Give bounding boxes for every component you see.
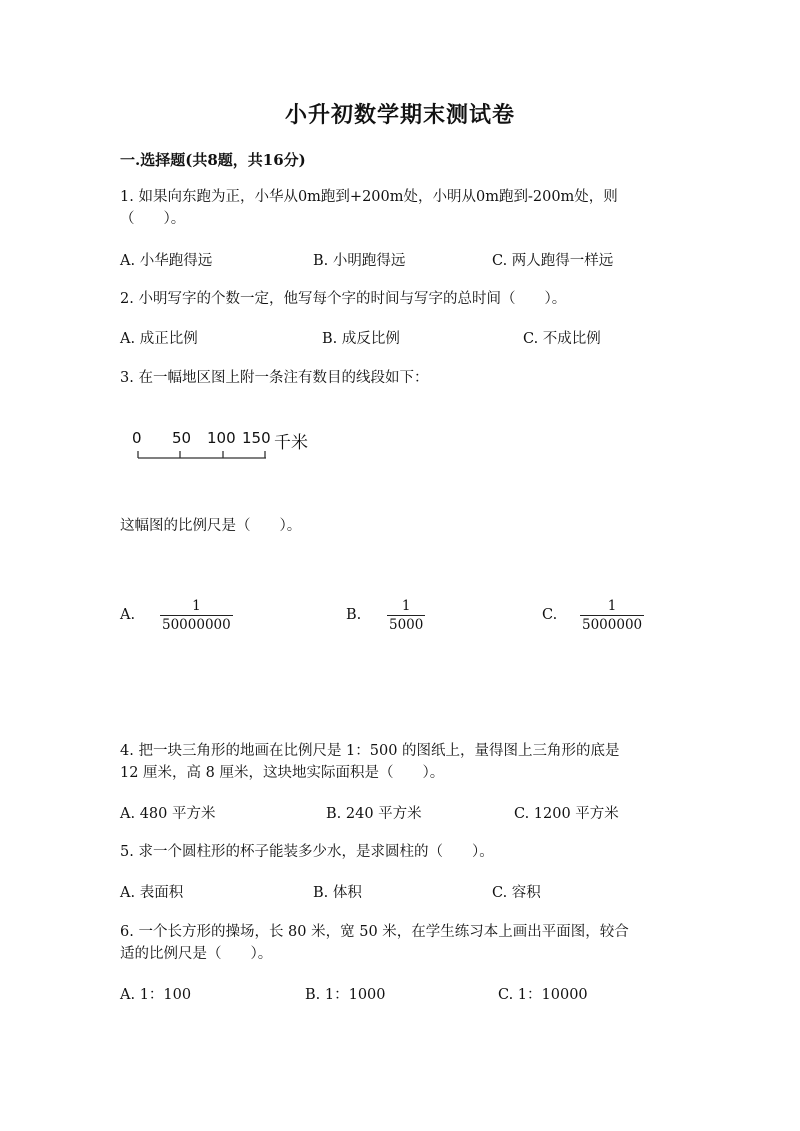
question-6-line-2: 适的比例尺是（ ）。 bbox=[120, 946, 273, 962]
page-title: 小升初数学期末测试卷 bbox=[284, 102, 515, 128]
question-4-line-1: 4. 把一块三角形的地画在比例尺是 1：500 的图纸上，量得图上三角形的底是 bbox=[120, 743, 620, 759]
scale-unit-label: 千米 bbox=[274, 433, 308, 453]
question-5-option-a: A. 表面积 bbox=[120, 885, 184, 901]
question-4-line-2: 12 厘米，高 8 厘米，这块地实际面积是（ ）。 bbox=[120, 765, 445, 781]
question-2-option-a: A. 成正比例 bbox=[120, 331, 198, 347]
fraction-denominator: 5000000 bbox=[582, 617, 643, 633]
scale-bar-line bbox=[134, 446, 274, 462]
question-3-prompt: 这幅图的比例尺是（ ）。 bbox=[120, 518, 302, 534]
question-1-option-c: C. 两人跑得一样远 bbox=[492, 253, 614, 269]
question-5-option-b: B. 体积 bbox=[313, 885, 362, 901]
question-4-option-a: A. 480 平方米 bbox=[120, 806, 216, 822]
question-1-line-1: 1. 如果向东跑为正，小华从0m跑到+200m处，小明从0m跑到-200m处，则 bbox=[120, 189, 618, 205]
question-4-option-b: B. 240 平方米 bbox=[326, 806, 422, 822]
fraction-denominator: 50000000 bbox=[162, 617, 231, 633]
scale-label-0: 0 bbox=[132, 429, 142, 447]
question-6-option-a: A. 1：100 bbox=[120, 987, 192, 1003]
question-3-option-a-fraction bbox=[160, 598, 233, 633]
question-3-option-a-label: A. bbox=[120, 607, 136, 623]
fraction-numerator: 1 bbox=[401, 598, 411, 614]
question-3-option-c-fraction bbox=[580, 598, 644, 633]
question-1-option-a: A. 小华跑得远 bbox=[120, 253, 213, 269]
question-6-line-1: 6. 一个长方形的操场，长 80 米，宽 50 米，在学生练习本上画出平面图，较合 bbox=[120, 924, 629, 940]
fraction-numerator: 1 bbox=[607, 598, 617, 614]
scale-label-100: 100 bbox=[207, 429, 236, 447]
question-2-option-b: B. 成反比例 bbox=[322, 331, 400, 347]
question-3-option-b-fraction bbox=[387, 598, 425, 633]
question-6-option-b: B. 1：1000 bbox=[305, 987, 386, 1003]
question-4-option-c: C. 1200 平方米 bbox=[514, 806, 619, 822]
question-1-line-2: （ ）。 bbox=[120, 211, 186, 227]
question-2-text: 2. 小明写字的个数一定，他写每个字的时间与写字的总时间（ ）。 bbox=[120, 291, 567, 307]
question-5-option-c: C. 容积 bbox=[492, 885, 541, 901]
question-1-option-b: B. 小明跑得远 bbox=[313, 253, 406, 269]
fraction-denominator: 5000 bbox=[389, 617, 424, 633]
question-6-option-c: C. 1：10000 bbox=[498, 987, 588, 1003]
question-2-option-c: C. 不成比例 bbox=[523, 331, 601, 347]
fraction-numerator: 1 bbox=[192, 598, 201, 614]
scale-label-150: 150 bbox=[242, 429, 271, 447]
scale-label-50: 50 bbox=[172, 429, 192, 447]
question-3-option-b-label: B. bbox=[346, 607, 362, 623]
question-3-text: 3. 在一幅地区图上附一条注有数目的线段如下： bbox=[120, 370, 429, 386]
question-5-text: 5. 求一个圆柱形的杯子能装多少水，是求圆柱的（ ）。 bbox=[120, 844, 494, 860]
question-3-option-c-label: C. bbox=[542, 607, 558, 623]
section-heading: 一.选择题(共8题，共16分) bbox=[120, 151, 306, 169]
